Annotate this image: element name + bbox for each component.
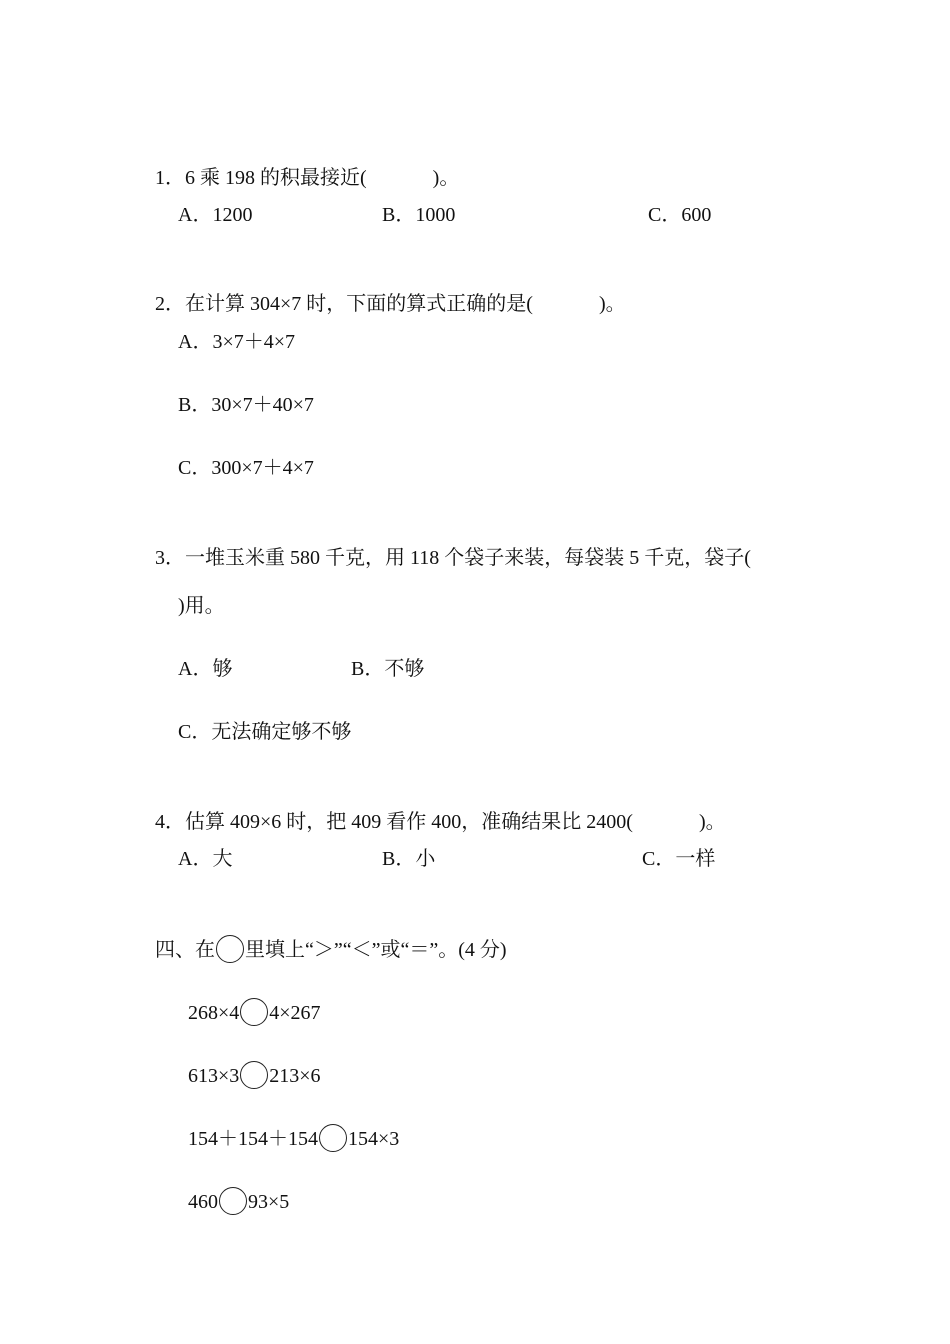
question-3-text-line1: 一堆玉米重 580 千克，用 118 个袋子来装，每袋装 5 千克，袋子(: [185, 547, 751, 569]
q3-option-c[interactable]: C．无法确定够不够: [178, 721, 352, 743]
compare-circle[interactable]: [319, 1124, 347, 1152]
compare-item: [178, 1161, 289, 1215]
question-3-number: 3．: [155, 547, 185, 569]
q4-option-b[interactable]: B．小: [382, 848, 436, 870]
q3-option-b[interactable]: B．不够: [351, 658, 425, 680]
compare-left: 460: [188, 1191, 218, 1213]
question-1-number: 1．: [155, 167, 185, 189]
compare-item: [178, 1098, 399, 1152]
question-3-text-line2: )用。: [178, 595, 225, 617]
q1-option-b[interactable]: B．1000: [382, 204, 456, 226]
question-4-text-end: )。: [698, 811, 726, 833]
question-1-text: 6 乘 198 的积最接近(: [185, 167, 367, 189]
question-2: [145, 265, 626, 317]
q3-option-a[interactable]: A．够: [178, 658, 233, 680]
q4-option-a[interactable]: A．大: [178, 848, 233, 870]
compare-right: 154×3: [348, 1128, 400, 1150]
question-3: [145, 519, 751, 571]
section-4-title-start: 四、在: [155, 939, 215, 961]
compare-left: 154＋154＋154: [188, 1128, 318, 1150]
question-4-number: 4．: [155, 811, 185, 833]
q2-option-c[interactable]: C．300×7＋4×7: [178, 457, 314, 479]
compare-right: 213×6: [269, 1065, 321, 1087]
compare-circle[interactable]: [219, 1187, 247, 1215]
compare-right: 4×267: [269, 1002, 321, 1024]
q2-option-a[interactable]: A．3×7＋4×7: [178, 331, 296, 353]
circle-icon: [216, 935, 244, 963]
question-2-text-end: )。: [598, 293, 626, 315]
question-4-text: 估算 409×6 时，把 409 看作 400，准确结果比 2400(: [185, 811, 633, 833]
compare-circle[interactable]: [240, 1061, 268, 1089]
section-4-title: [145, 909, 507, 963]
question-4: [145, 783, 726, 835]
q1-option-c[interactable]: C．600: [648, 204, 712, 226]
section-4-title-end: 里填上“＞”“＜”或“＝”。(4 分): [245, 939, 507, 961]
compare-left: 268×4: [188, 1002, 240, 1024]
compare-left: 613×3: [188, 1065, 240, 1087]
compare-circle[interactable]: [240, 998, 268, 1026]
q1-option-a[interactable]: A．1200: [178, 204, 253, 226]
q4-option-c[interactable]: C．一样: [642, 848, 716, 870]
question-2-text: 在计算 304×7 时，下面的算式正确的是(: [185, 293, 533, 315]
compare-item: [178, 1035, 321, 1089]
compare-right: 93×5: [248, 1191, 290, 1213]
question-2-number: 2．: [155, 293, 185, 315]
compare-item: [178, 972, 321, 1026]
question-1: [145, 139, 459, 191]
q2-option-b[interactable]: B．30×7＋40×7: [178, 394, 314, 416]
question-1-text-end: )。: [432, 167, 460, 189]
